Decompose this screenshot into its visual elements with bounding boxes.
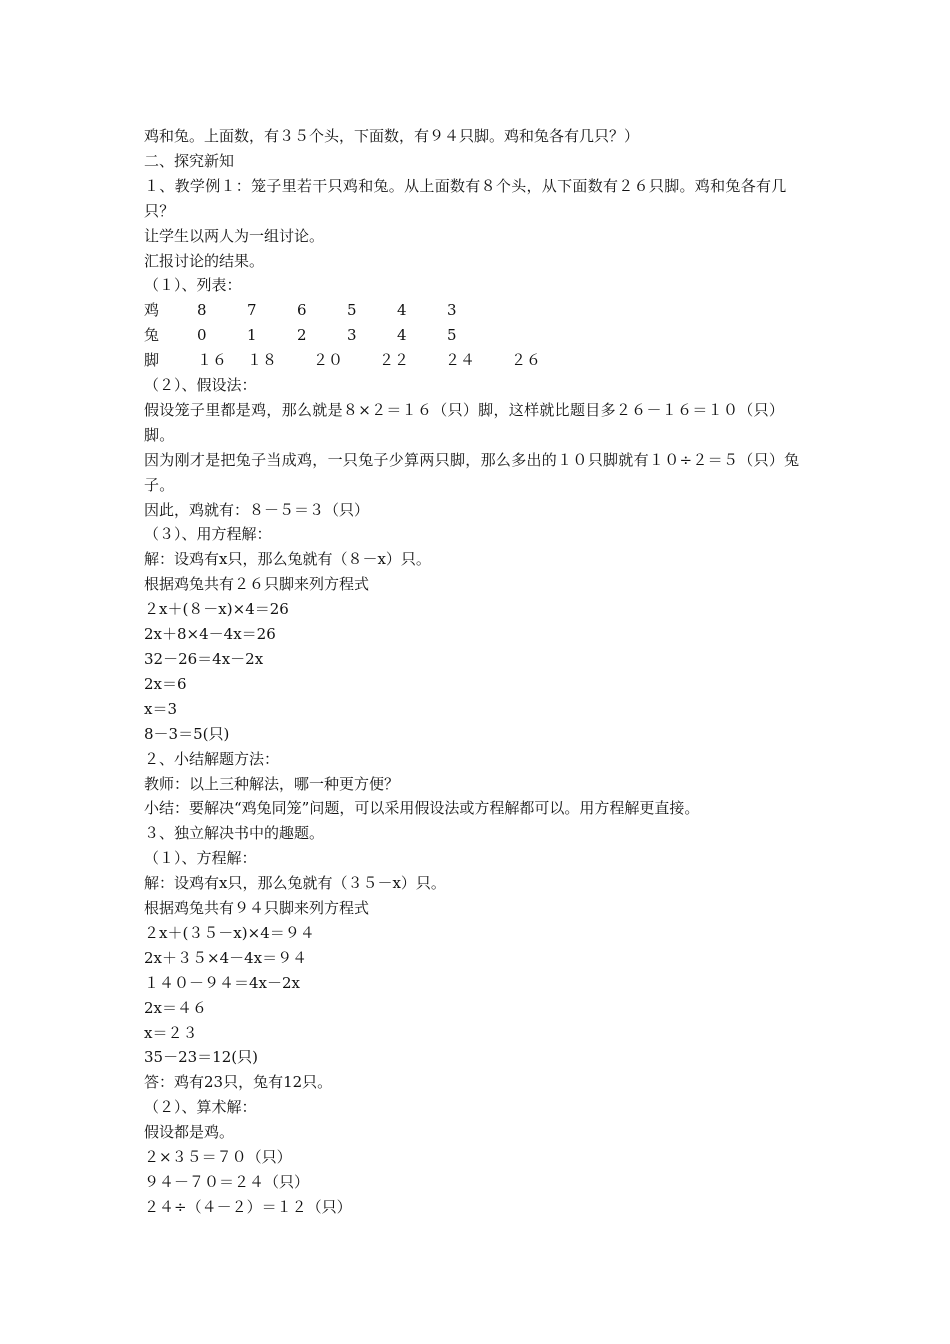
table-cell: 3 <box>347 326 357 345</box>
table-row <box>144 323 814 348</box>
text-line: １、教学例１：笼子里若干只鸡和兔。从上面数有８个头，从下面数有２６只脚。鸡和兔各有几只？ <box>144 176 787 220</box>
text-line: （２）、算术解： <box>144 1098 257 1117</box>
table-cell: 0 <box>197 326 207 345</box>
text-line: ９４－７０＝２４（只） <box>144 1173 310 1192</box>
text-block-intro <box>144 124 814 298</box>
table-cell: １８ <box>247 351 278 370</box>
text-line: 2x＋３５×4－4x＝９４ <box>144 948 308 967</box>
text-line: 二、探究新知 <box>144 151 235 170</box>
text-line: 答：鸡有23只，兔有12只。 <box>144 1073 333 1092</box>
text-line: ２x＋(３５－x)×4＝９４ <box>144 923 315 942</box>
text-line: 35－23＝12(只) <box>144 1048 258 1067</box>
text-line: ２４÷（４－２）＝１２（只） <box>144 1197 352 1216</box>
row-label: 兔 <box>144 326 160 345</box>
text-line: 鸡和兔。上面数，有３５个头，下面数，有９４只脚。鸡和兔各有几只？） <box>144 127 640 145</box>
table-cell: 6 <box>297 301 307 320</box>
table-cell: 3 <box>447 301 457 320</box>
text-line: 假设都是鸡。 <box>144 1123 235 1142</box>
text-line: 解：设鸡有x只，那么兔就有（３５－x）只。 <box>144 874 446 893</box>
text-line: 根据鸡兔共有９４只脚来列方程式 <box>144 899 370 918</box>
text-line: １４０－９４＝4x－2x <box>144 973 301 992</box>
table-row <box>144 348 814 373</box>
text-line: 让学生以两人为一组讨论。 <box>144 226 325 245</box>
text-line: ３、独立解决书中的趣题。 <box>144 824 325 843</box>
text-line: 2x＝6 <box>144 674 187 693</box>
table-cell: 5 <box>447 326 457 345</box>
text-line: 因为刚才是把兔子当成鸡，一只兔子少算两只脚，那么多出的１０只脚就有１０÷２＝５（只）兔子。 <box>144 450 800 494</box>
table-cell: １６ <box>197 351 228 370</box>
row-label: 鸡 <box>144 301 160 320</box>
table-cell: 1 <box>247 326 257 345</box>
text-line: 8－3＝5(只) <box>144 724 230 743</box>
text-line: 小结：要解决“鸡兔同笼”问题，可以采用假设法或方程解都可以。用方程解更直接。 <box>144 799 700 818</box>
text-line: 32－26＝4x－2x <box>144 649 264 668</box>
table-cell: 7 <box>247 301 257 320</box>
table-cell: 2 <box>297 326 307 345</box>
text-line: 教师：以上三种解法，哪一种更方便？ <box>144 774 400 793</box>
table-cell: 5 <box>347 301 357 320</box>
chicken-rabbit-table <box>144 298 814 373</box>
text-line: （１）、列表： <box>144 276 242 295</box>
text-line: x＝２３ <box>144 1023 198 1042</box>
text-line: （１）、方程解： <box>144 849 257 868</box>
table-cell: ２２ <box>379 351 410 370</box>
text-line: 因此，鸡就有：８－５＝３（只） <box>144 500 370 519</box>
text-line: 解：设鸡有x只，那么兔就有（８－x）只。 <box>144 550 431 569</box>
text-line: ２x＋(８－x)×4＝26 <box>144 600 289 619</box>
table-cell: ２６ <box>511 351 542 370</box>
text-line: （３）、用方程解： <box>144 525 272 544</box>
text-line: 根据鸡兔共有２６只脚来列方程式 <box>144 575 370 594</box>
document-body <box>144 124 814 1220</box>
text-line: 假设笼子里都是鸡，那么就是８×２＝１６（只）脚，这样就比题目多２６－１６＝１０（只）脚。 <box>144 400 785 444</box>
table-cell: 4 <box>397 326 407 345</box>
text-line: ２×３５＝７０（只） <box>144 1148 292 1167</box>
text-block-methods <box>144 373 814 1220</box>
table-row <box>144 298 814 323</box>
table-cell: 8 <box>197 301 207 320</box>
table-cell: 4 <box>397 301 407 320</box>
text-line: ２、小结解题方法： <box>144 749 280 768</box>
text-line: 汇报讨论的结果。 <box>144 251 265 270</box>
table-cell: ２０ <box>313 351 344 370</box>
table-cell: ２４ <box>445 351 476 370</box>
text-line: x＝3 <box>144 699 178 718</box>
text-line: 2x＋8×4－4x＝26 <box>144 625 276 644</box>
text-line: （２）、假设法： <box>144 376 257 395</box>
row-label: 脚 <box>144 351 160 370</box>
text-line: 2x＝４６ <box>144 998 208 1017</box>
